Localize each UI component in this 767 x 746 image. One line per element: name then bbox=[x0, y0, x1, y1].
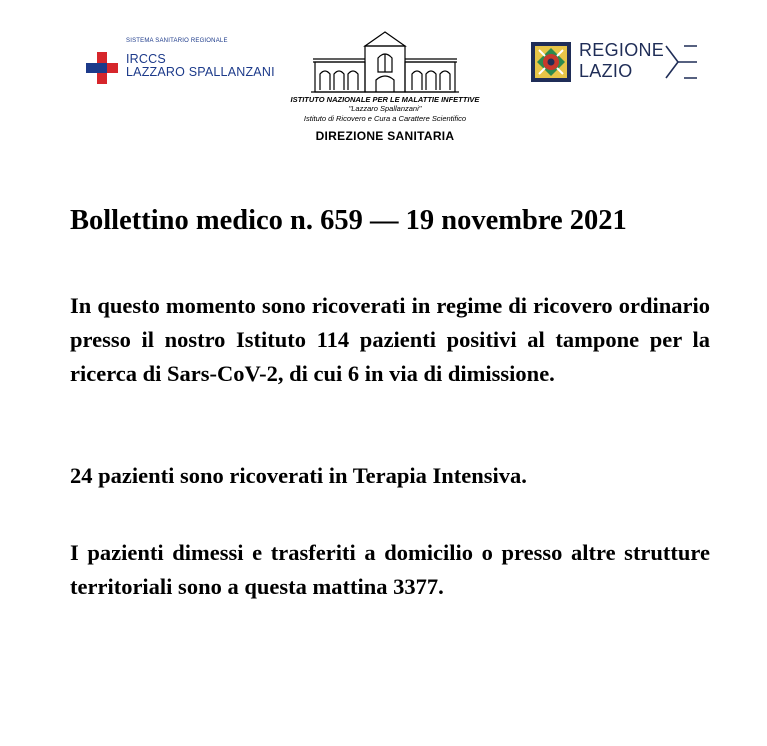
regione-lazio-emblem-icon bbox=[529, 40, 573, 84]
department-name: DIREZIONE SANITARIA bbox=[315, 129, 455, 143]
paragraph-discharged: I pazienti dimessi e trasferiti a domicilio o presso altre strutture territoriali sono a questa mattina 3377. bbox=[70, 540, 710, 599]
lazio-word: LAZIO bbox=[579, 61, 633, 81]
logo-line-spallanzani: LAZZARO SPALLANZANI bbox=[126, 65, 275, 79]
institute-block bbox=[255, 28, 515, 158]
paragraph-intensive-care: 24 pazienti sono ricoverati in Terapia Intensiva. bbox=[70, 463, 527, 488]
bulletin-title: Bollettino medico n. 659 — 19 novembre 2021 bbox=[70, 205, 627, 236]
regione-lazio-logo bbox=[529, 38, 699, 88]
institute-subtitle: Istituto di Ricovero e Cura a Carattere Scientifico bbox=[303, 114, 467, 123]
paragraph-hospitalized: In questo momento sono ricoverati in regime di ricovero ordinario presso il nostro Istituto 114 pazienti positivi al tampone per la ricerca di Sars-CoV-2, di cui 6 in via di dimissione. bbox=[70, 293, 710, 386]
red-blue-cross-icon bbox=[86, 52, 118, 84]
logo-line-irccs: IRCCS bbox=[126, 52, 166, 66]
institute-name: ISTITUTO NAZIONALE PER LE MALATTIE INFETTIVE bbox=[290, 95, 480, 104]
chevron-mark-icon bbox=[664, 40, 699, 84]
building-facade-icon bbox=[310, 28, 460, 94]
regione-word: REGIONE bbox=[579, 40, 665, 60]
institute-quoted-name: "Lazzaro Spallanzani" bbox=[348, 104, 422, 113]
document-header bbox=[0, 0, 767, 165]
logo-caption: SISTEMA SANITARIO REGIONALE bbox=[126, 38, 228, 44]
